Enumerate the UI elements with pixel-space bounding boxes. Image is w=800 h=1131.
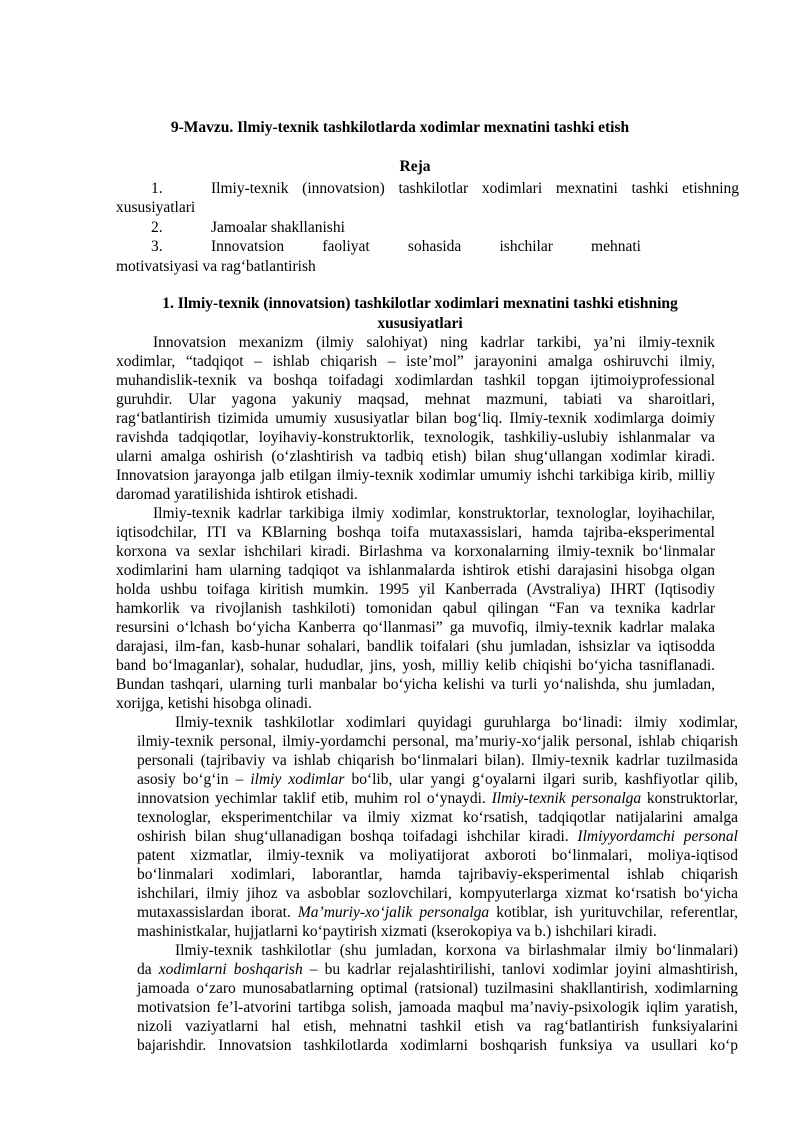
paragraph-line [137, 827, 738, 846]
term-ilmiy-yordamchi-personal: Ilmiyyordamchi personal [577, 828, 738, 845]
term-mamuriy-xojalik-personal: Ma’muriy-xo‘jalik personalga [297, 904, 490, 921]
line-text: innovatsion yechimlar taklif etib, muhim rol o‘ynaydi. [137, 790, 492, 807]
plan-item-number: 2. [151, 219, 163, 236]
paragraph-line [137, 903, 738, 922]
plan-item-number: 3. [151, 238, 163, 255]
paragraph-line: Ilmiy-texnik tashkilotlar xodimlari quyidagi guruhlarga bo‘linadi: ilmiy xodimlar, [175, 714, 738, 731]
paragraph-line: holda ushbu toifaga kiritish mumkin. 1995 yil Kanberrada (Avstraliya) IHRT (Iqtisodiy [116, 581, 715, 598]
plan-item-text: Ilmiy-texnik (innovatsion) tashkilotlar xodimlari mexnatini tashki etishning [211, 180, 739, 197]
paragraph-line [137, 789, 738, 808]
paragraph-line: guruhdir. Ular yagona yakuniy maqsad, mehnat mazmuni, tabiati va sharoitlari, [116, 391, 715, 408]
paragraph-line: jamoada o‘zaro munosabatlarning optimal (ratsional) tuzilmasini shakllantirish, xodimlarning [137, 980, 738, 997]
paragraph-line: Ilmiy-texnik kadrlar tarkibiga ilmiy xodimlar, konstruktorlar, texnologlar, loyihachilar, [153, 505, 715, 522]
paragraph-line: Innovatsion jarayonga jalb etilgan ilmiy-texnik xodimlar umumiy ishchi tarkibiga kirib, milliy [116, 467, 715, 484]
paragraph-line: xodimlar, “tadqiqot – ishlab chiqarish – iste’mol” jarayonini amalga oshiruvchi ilmiy, [116, 353, 715, 370]
line-text: bo‘lib, ular yangi g‘oyalarni ilgari surib, kashfiyotlar qilib, [344, 771, 738, 788]
paragraph-line: Bundan tashqari, ularning turli manbalar bo‘yicha kelishi va turli yo‘nalishda, shu jumladan, [116, 676, 715, 693]
paragraph-line: texnologlar, eksperimentchilar va ilmiy xizmat ko‘rsatish, tadqiqotlar natijalarini amalga [137, 809, 738, 826]
document-title: 9-Mavzu. Ilmiy-texnik tashkilotlarda xodimlar mexnatini tashki etish [170, 119, 630, 136]
paragraph-line: xodimlarini ham ularning tadqiqot va ishlanmalarda ishtirok etishi darajasini hisobga olgan [116, 562, 715, 579]
paragraph-line: hamkorlik va rivojlanish tashkiloti) tomonidan qabul qilingan “Fan va texnika kadrlar [116, 600, 715, 617]
paragraph-line: ishchilari, ilmiy jihoz va asboblar sozlovchilari, kompyuterlarga xizmat ko‘rsatish bo‘yicha [137, 885, 738, 902]
paragraph-line [137, 960, 738, 979]
paragraph-line: ularni amalga oshirish (o‘zlashtirish va tadbiq etish) bilan shug‘ullangan xodimlar kiradi. [116, 448, 715, 465]
plan-item-text: Innovatsion faoliyat sohasida ishchilar mehnati [211, 238, 641, 255]
line-text: kotiblar, ish yurituvchilar, referentlar, [489, 904, 738, 921]
paragraph-line: band bo‘lmaganlar), sohalar, hududlar, jins, yosh, milliy kelib chiqishi bo‘yicha tasniflanadi. [116, 657, 715, 674]
line-text: oshirish bilan shug‘ullanadigan boshqa toifadagi ishchilar kiradi. [137, 828, 578, 845]
term-ilmiy-xodimlar: ilmiy xodimlar [250, 771, 345, 788]
paragraph-line [137, 770, 738, 789]
paragraph-line: motivatsion fe’l-atvorini tartibga solish, jamoada maqbul ma’naviy-psixologik iqlim yaratish, [137, 999, 738, 1016]
paragraph-line: resursini o‘lchash bo‘yicha Kanberra qo‘llanmasi” ga muvofiq, ilmiy-texnik kadrlar malaka [116, 619, 715, 636]
line-text: – bu kadrlar rejalashtirilishi, tanlovi xodimlar joyini almashtirish, [302, 961, 739, 978]
paragraph-line: Ilmiy-texnik tashkilotlar (shu jumladan, korxona va birlashmalar ilmiy bo‘linmalari) [175, 942, 738, 959]
paragraph-line: Innovatsion mexanizm (ilmiy salohiyat) ning kadrlar tarkibi, ya’ni ilmiy-texnik [153, 334, 715, 351]
paragraph-line: korxona va sexlar ishchilari kiradi. Birlashma va korxonalarning ilmiy-texnik bo‘linmalar [116, 543, 715, 560]
paragraph-line: ravishda tadqiqotlar, loyihaviy-konstruktorlik, texnologik, tashkiliy-uslubiy ishlanmalar va [116, 429, 715, 446]
line-text: asosiy bo‘g‘in – [137, 771, 251, 788]
line-text: da [137, 961, 159, 978]
paragraph-line: patent xizmatlar, ilmiy-texnik va moliyatijorat axboroti bo‘linmalari, moliya-iqtisod [137, 847, 738, 864]
section-heading-continued: xususiyatlari [377, 315, 463, 332]
section-heading: 1. Ilmiy-texnik (innovatsion) tashkilotlar xodimlari mexnatini tashki etishning [162, 295, 678, 312]
paragraph-line: rag‘batlantirish tizimida umumiy xususiyatlar bilan bog‘liq. Ilmiy-texnik xodimlarga doimiy [116, 410, 715, 427]
paragraph-line: bajarishdir. Innovatsion tashkilotlarda xodimlarni boshqarish funksiya va usullari ko‘p [137, 1037, 738, 1054]
term-xodimlarni-boshqarish: xodimlarni boshqarish [158, 961, 303, 978]
paragraph-line: daromad yaratilishida ishtirok etishadi. [116, 486, 358, 503]
plan-heading: Reja [399, 158, 431, 175]
paragraph-line: iqtisodchilar, ITI va KBlarning boshqa toifa mutaxassislari, hamda tajriba-eksperimental [116, 524, 715, 541]
paragraph-line: darajasi, ilm-fan, kasb-hunar sohalari, bandlik toifalari (shu jumladan, ishsizlar va iqtisodda [116, 638, 715, 655]
plan-item-number: 1. [151, 180, 163, 197]
paragraph-line: ilmiy-texnik personal, ilmiy-yordamchi personal, ma’muriy-xo‘jalik personal, ishlab chiqarish [137, 733, 738, 750]
plan-item-text-continued: xususiyatlari [116, 199, 196, 216]
plan-item-text-continued: motivatsiyasi va rag‘batlantirish [116, 258, 316, 275]
paragraph-line: personali (tajribaviy va ishlab chiqarish bo‘linmalari bilan). Ilmiy-texnik kadrlar tuzilmasida [137, 752, 738, 769]
line-text: mutaxassislardan iborat. [137, 904, 298, 921]
paragraph-line: mashinistkalar, hujjatlarni ko‘paytirish xizmati (kserokopiya va b.) ishchilari kiradi. [137, 923, 657, 940]
line-text: konstruktorlar, [641, 790, 738, 807]
plan-item-text: Jamoalar shakllanishi [211, 219, 345, 236]
term-ilmiy-texnik-personal: Ilmiy-texnik personalga [491, 790, 642, 807]
paragraph-line: bo‘linmalari xodimlari, laborantlar, hamda tajribaviy-eksperimental ishlab chiqarish [137, 866, 738, 883]
paragraph-line: muhandislik-texnik va boshqa toifadagi xodimlardan tashkil topgan ijtimoiyprofessional [116, 372, 715, 389]
paragraph-line: nizoli vaziyatlarni hal etish, mehnatni tashkil etish va rag‘batlantirish funksiyalarini [137, 1018, 738, 1035]
paragraph-line: xorijga, ketishi hisobga olinadi. [116, 695, 312, 712]
